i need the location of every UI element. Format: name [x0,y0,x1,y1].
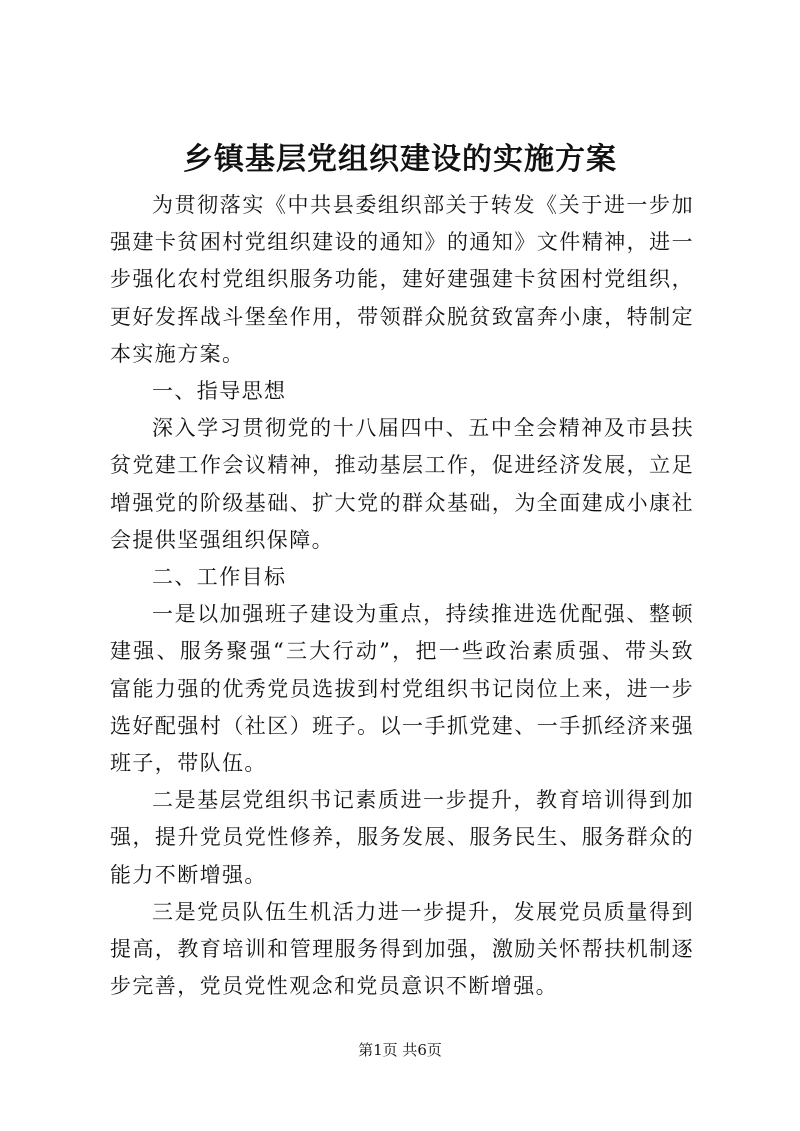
goal-paragraph-3: 三是党员队伍生机活力进一步提升，发展党员质量得到提高，教育培训和管理服务得到加强，激励关怀帮扶机制逐步完善，党员党性观念和党员意识不断增强。 [110,899,694,999]
goal-paragraph-2: 二是基层党组织书记素质进一步提升，教育培训得到加强，提升党员党性修养，服务发展、服务民生、服务群众的能力不断增强。 [110,788,694,887]
section-heading-guiding-ideology: 一、指导思想 [152,379,287,404]
section-heading-work-goals: 二、工作目标 [152,565,287,590]
goal-paragraph-1: 一是以加强班子建设为重点，持续推进选优配强、整顿建强、服务聚强“三大行动”，把一些政治素质强、带头致富能力强的优秀党员选拔到村党组织书记岗位上来，进一步选好配强村（社区）班子。以一手抓党建、一手抓经济来强班子，带队伍。 [110,602,694,776]
page-number-footer: 第1页 共6页 [358,1041,442,1059]
document-body [110,187,694,1005]
document-title: 乡镇基层党组织建设的实施方案 [183,142,617,177]
intro-paragraph: 为贯彻落实《中共县委组织部关于转发《关于进一步加强建卡贫困村党组织建设的通知》的通知》文件精神，进一步强化农村党组织服务功能，建好建强建卡贫困村党组织，更好发挥战斗堡垒作用，带领群众脱贫致富奔小康，特制定本实施方案。 [110,193,694,366]
guiding-ideology-paragraph: 深入学习贯彻党的十八届四中、五中全会精神及市县扶贫党建工作会议精神，推动基层工作，促进经济发展，立足增强党的阶级基础、扩大党的群众基础，为全面建成小康社会提供坚强组织保障。 [110,416,694,552]
